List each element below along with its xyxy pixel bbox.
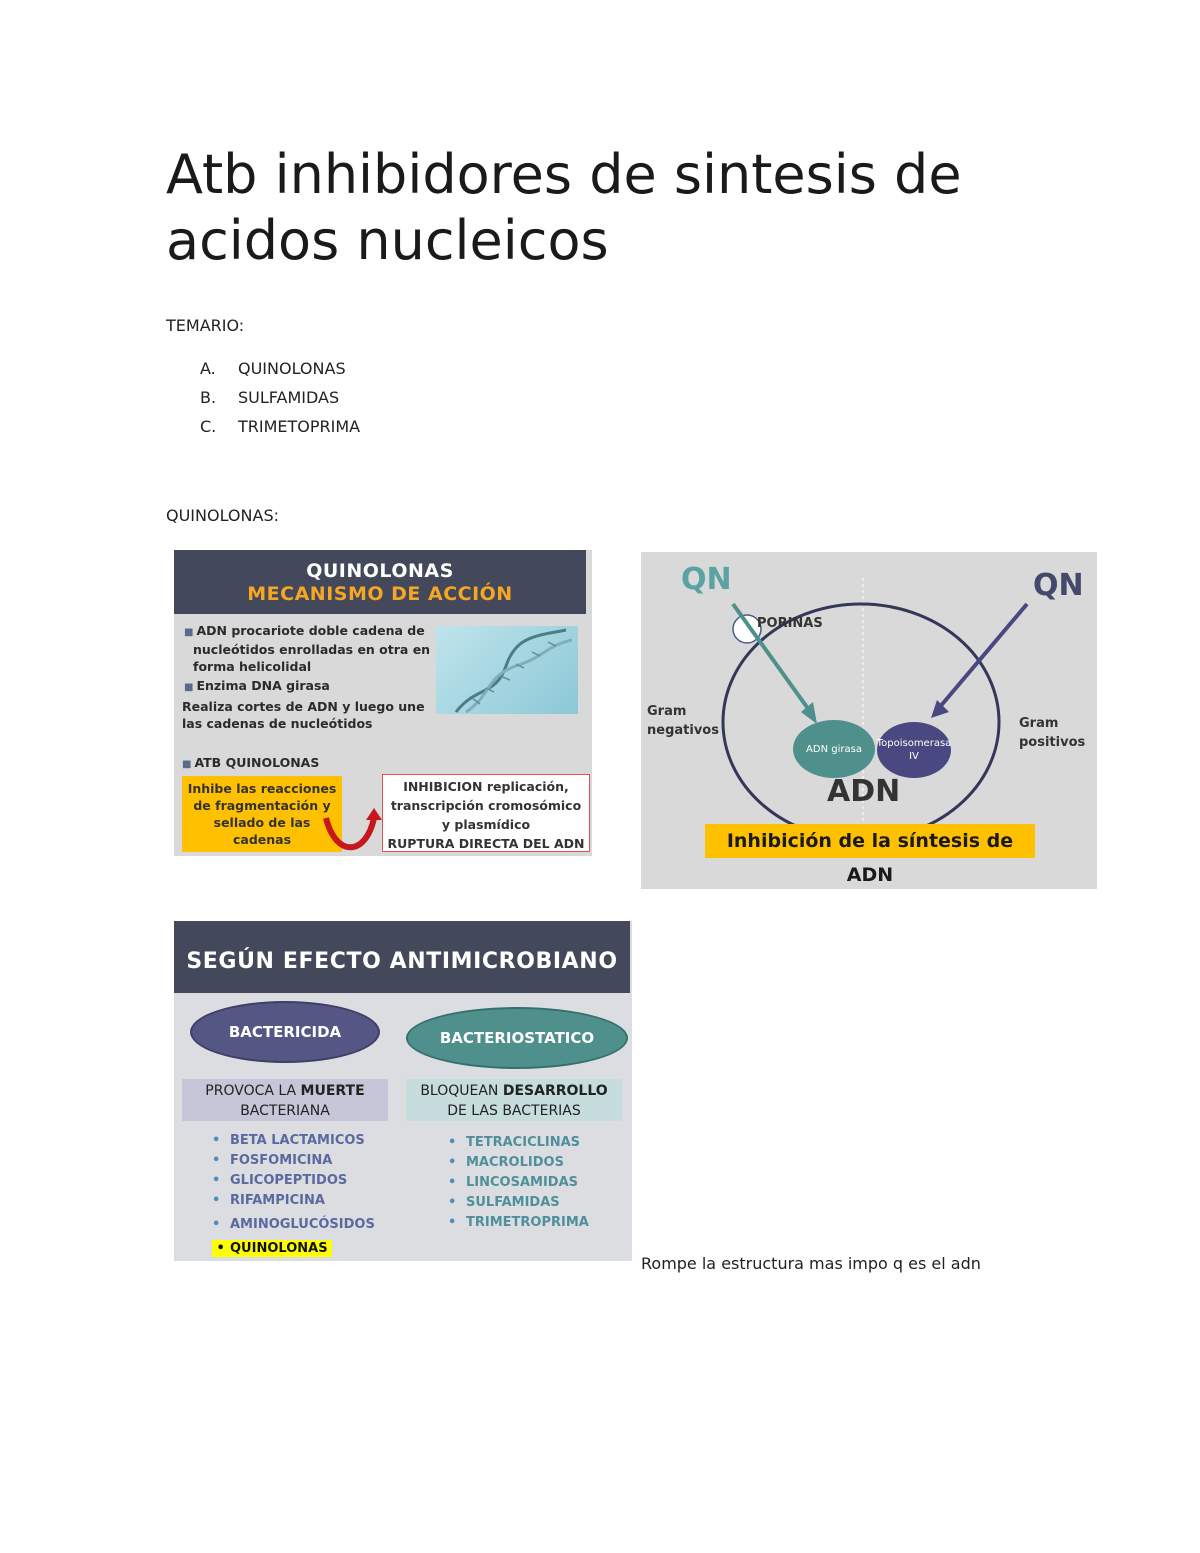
list-text: SULFAMIDAS [238,388,340,407]
list-marker: C. [200,417,217,436]
drug-name: TRIMETROPRIMA [466,1215,589,1230]
note-text: Rompe la estructura mas impo q es el adn [641,1254,981,1273]
list-item [200,387,360,416]
slide-efecto [174,921,632,1261]
slide1-header [174,550,586,614]
bacteriostatico-oval: BACTERIOSTATICO [406,1007,628,1069]
curved-arrow-icon [322,808,386,856]
bactericida-list [212,1131,375,1259]
slide1-paragraph [182,698,425,732]
list-item: • BETA LACTAMICOS [212,1133,365,1148]
gram-pos-line: Gram [1019,716,1059,731]
gram-neg-line: Gram [647,704,687,719]
list-item-highlighted: • QUINOLONAS [212,1239,375,1259]
slide1-bullet1-line: ADN procariote doble cadena de [196,623,425,638]
temario-label: TEMARIO: [166,316,245,335]
inhibe-line: Inhibe las reacciones [187,781,337,796]
qn-label-left: QN [681,562,732,597]
drug-name: TETRACICLINAS [466,1135,581,1150]
drug-name: GLICOPEPTIDOS [230,1173,348,1188]
list-item: • GLICOPEPTIDOS [212,1173,348,1188]
slide1-bullet1 [184,622,430,675]
list-marker: A. [200,359,216,378]
inhibe-line: de fragmentación y [193,798,331,813]
list-marker: B. [200,388,217,407]
list-item: • SULFAMIDAS [448,1195,560,1210]
list-item: • AMINOGLUCÓSIDOS [212,1217,375,1232]
square-bullet-icon: ■ [184,627,194,638]
slide1-bullet1-line: nucleótidos enrolladas en otra en [193,642,431,657]
list-item: • TRIMETROPRIMA [448,1215,589,1230]
slide3-header: SEGÚN EFECTO ANTIMICROBIANO [174,921,630,993]
list-item [200,358,360,387]
adn-girasa-node: ADN girasa [793,720,875,778]
gram-negativos-label [647,702,719,740]
slide1-bullet1-line: forma helicolidal [193,659,312,674]
inhibicion-line: y plasmídico [441,817,531,832]
slide1-heading2: MECANISMO DE ACCIÓN [247,583,513,605]
page-title: Atb inhibidores de sintesis de acidos nucleicos [166,143,962,272]
list-item: • FOSFOMICINA [212,1153,333,1168]
square-bullet-icon: ■ [182,759,192,770]
slide1-bullet2-text: Enzima DNA girasa [196,678,330,693]
porinas-label: PORINAS [757,616,823,631]
inhibicion-line: transcripción cromosómico [390,798,582,813]
drug-name: FOSFOMICINA [230,1153,333,1168]
bactericida-oval: BACTERICIDA [190,1001,380,1063]
list-item: • RIFAMPICINA [212,1193,325,1208]
bloquean-line2: DE LAS BACTERIAS [447,1103,581,1119]
bacteriostatico-list [448,1133,589,1233]
section-label: QUINOLONAS: [166,506,279,525]
list-item: • MACROLIDOS [448,1155,564,1170]
inhibicion-line: INHIBICION replicación, [403,779,569,794]
slide1-bullet2 [184,677,330,696]
topo-line: IV [909,751,919,762]
list-item [200,416,360,445]
qn-label-right: QN [1033,568,1084,603]
bloquean-bold: DESARROLLO [502,1083,608,1099]
slide-diagram-adn [641,552,1097,889]
slide1-bullet3-text: ATB QUINOLONAS [194,755,320,770]
topo-line: Topoisomerasa [876,738,952,749]
inhibe-line: cadenas [232,832,292,847]
topoisomerasa-node [877,722,951,778]
slide1-heading1: QUINOLONAS [306,560,454,582]
list-text: TRIMETOPRIMA [238,417,361,436]
provoca-text: PROVOCA LA [205,1083,301,1099]
slide-mecanismo [174,550,592,856]
gram-positivos-label [1019,714,1085,752]
drug-name: SULFAMIDAS [466,1195,560,1210]
slide1-para-line: las cadenas de nucleótidos [182,716,373,731]
drug-name: QUINOLONAS [230,1241,328,1256]
dna-helix-image [436,626,578,714]
list-text: QUINOLONAS [238,359,346,378]
provoca-line2: BACTERIANA [240,1103,330,1119]
slide1-bullet3 [182,754,319,773]
temario-list [200,358,360,445]
drug-name: BETA LACTAMICOS [230,1133,365,1148]
provoca-box [182,1079,388,1121]
gram-pos-line: positivos [1019,735,1086,750]
drug-name: MACROLIDOS [466,1155,564,1170]
inhibe-line: sellado de las [213,815,311,830]
bloquean-text: BLOQUEAN [420,1083,503,1099]
square-bullet-icon: ■ [184,682,194,693]
adn-label: ADN [827,774,901,809]
inhibicion-box [382,774,590,852]
slide1-para-line: Realiza cortes de ADN y luego une [182,699,425,714]
list-item: • TETRACICLINAS [448,1135,581,1150]
gram-neg-line: negativos [647,723,719,738]
inhibicion-line: RUPTURA DIRECTA DEL ADN [387,836,585,851]
bloquean-box [406,1079,622,1121]
list-item: • LINCOSAMIDAS [448,1175,579,1190]
drug-name: RIFAMPICINA [230,1193,325,1208]
provoca-bold: MUERTE [300,1083,365,1099]
drug-name: AMINOGLUCÓSIDOS [230,1217,375,1232]
inhibicion-banner: Inhibición de la síntesis de ADN [705,824,1035,858]
inhibe-box [182,776,342,852]
drug-name: LINCOSAMIDAS [466,1175,579,1190]
